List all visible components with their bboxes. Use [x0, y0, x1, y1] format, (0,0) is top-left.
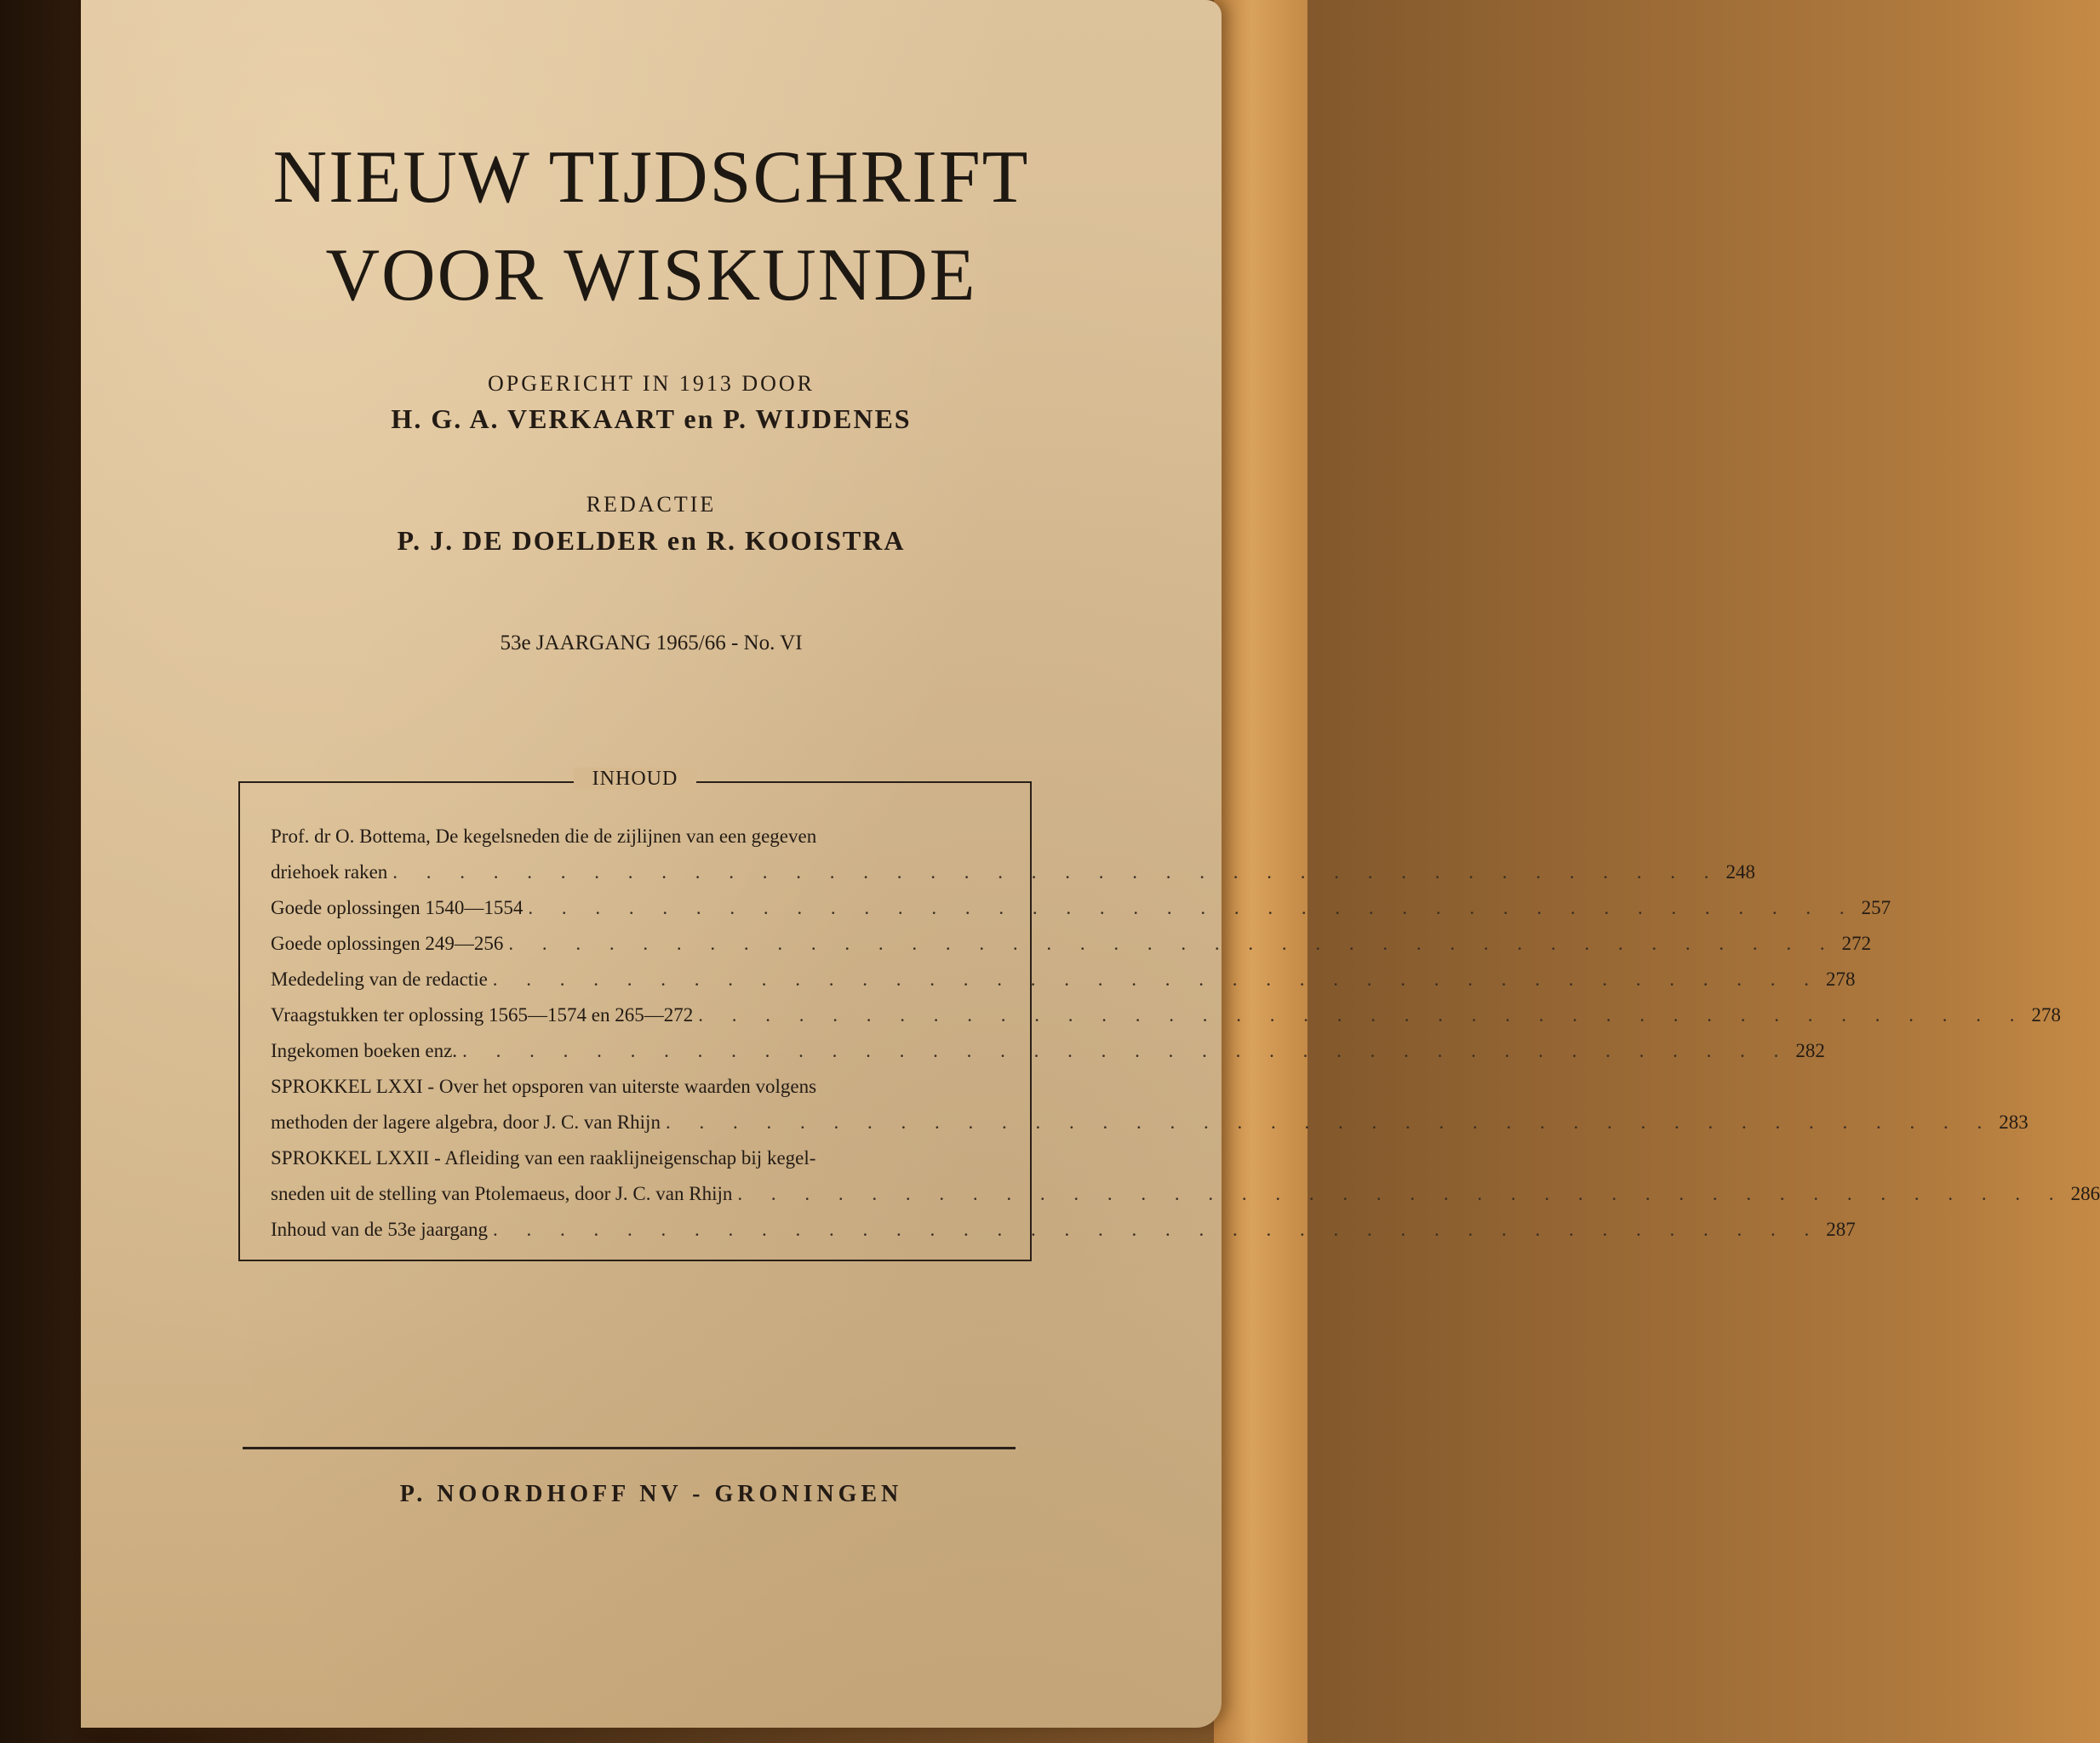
toc-page-number: 272 — [1841, 933, 1872, 954]
toc-line — [271, 1105, 2028, 1140]
toc-page-number: 287 — [1826, 1219, 1856, 1240]
toc-entry-title: Ingekomen boeken enz. — [271, 1040, 458, 1061]
toc-entry-title: methoden der lagere algebra, door J. C. van Rhijn — [271, 1112, 661, 1133]
toc-line — [271, 997, 2062, 1033]
toc-line — [271, 1176, 2100, 1212]
editors: P. J. DE DOELDER en R. KOOISTRA — [397, 525, 906, 556]
toc-line — [271, 1140, 1003, 1176]
toc-leader-dots: . . . . . . . . . . . . . . . . . . . . . . . . . . . . . . . . . . . . . . . . — [665, 1112, 1994, 1133]
toc-page-number: 283 — [1999, 1112, 2028, 1133]
toc-line — [271, 926, 1872, 962]
toc-entry — [271, 962, 1856, 997]
divider-rule — [243, 1447, 1016, 1449]
toc-line — [271, 890, 1891, 926]
toc-entry-title: Inhoud van de 53e jaargang — [271, 1219, 489, 1240]
toc-line — [271, 819, 1003, 854]
toc-entry-title: Prof. dr O. Bottema, De kegelsneden die de zijlijnen van een gegeven — [271, 826, 817, 847]
toc-entry — [271, 890, 1891, 926]
toc-leader-dots: . . . . . . . . . . . . . . . . . . . . . . . . . . . . . . . . . . . . . . . . — [528, 897, 1857, 918]
toc-leader-dots: . . . . . . . . . . . . . . . . . . . . . . . . . . . . . . . . . . . . . . . . — [493, 1219, 1822, 1240]
toc-leader-dots: . . . . . . . . . . . . . . . . . . . . . . . . . . . . . . . . . . . . . . . . — [737, 1183, 2066, 1204]
table-of-contents — [238, 768, 2100, 1261]
toc-page-number: 257 — [1861, 897, 1891, 918]
toc-leader-dots: . . . . . . . . . . . . . . . . . . . . . . . . . . . . . . . . . . . . . . . . — [462, 1040, 1791, 1061]
toc-line — [271, 1033, 1825, 1069]
toc-entry — [271, 1212, 1856, 1248]
toc-page-number: 248 — [1725, 861, 1756, 883]
journal-title-line-2: VOOR WISKUNDE — [325, 234, 977, 317]
toc-leader-dots: . . . . . . . . . . . . . . . . . . . . . . . . . . . . . . . . . . . . . . . . — [698, 1004, 2027, 1026]
toc-entry — [271, 1033, 1825, 1069]
toc-page-number: 286 — [2070, 1183, 2100, 1204]
toc-entry-title: Vraagstukken ter oplossing 1565—1574 en 265—272 — [271, 1004, 694, 1026]
toc-line — [271, 1212, 1856, 1248]
toc-leader-dots: . . . . . . . . . . . . . . . . . . . . . . . . . . . . . . . . . . . . . . . . — [392, 861, 1721, 883]
toc-page-number: 282 — [1795, 1040, 1825, 1061]
toc-entry-title: sneden uit de stelling van Ptolemaeus, door J. C. van Rhijn — [271, 1183, 733, 1204]
founders: H. G. A. VERKAART en P. WIJDENES — [391, 403, 912, 434]
toc-entry-title: Goede oplossingen 249—256 — [271, 933, 504, 954]
toc-heading: INHOUD — [574, 768, 697, 790]
toc-leader-dots: . . . . . . . . . . . . . . . . . . . . . . . . . . . . . . . . . . . . . . . . — [492, 969, 1822, 990]
toc-page-number: 278 — [2031, 1004, 2062, 1026]
toc-page-number: 278 — [1826, 969, 1856, 990]
toc-entry — [271, 1140, 2100, 1212]
toc-list — [271, 819, 2100, 1248]
toc-entry-title: Goede oplossingen 1540—1554 — [271, 897, 524, 918]
toc-entry-title: SPROKKEL LXXII - Afleiding van een raaklijneigenschap bij kegel- — [271, 1147, 816, 1169]
toc-entry-title: SPROKKEL LXXI - Over het opsporen van uiterste waarden volgens — [271, 1076, 817, 1097]
toc-heading-wrap — [240, 768, 1030, 791]
toc-entry — [271, 819, 1756, 890]
toc-entry-title: driehoek raken — [271, 861, 388, 883]
volume-issue: 53e JAARGANG 1965/66 - No. VI — [500, 631, 803, 654]
toc-leader-dots: . . . . . . . . . . . . . . . . . . . . . . . . . . . . . . . . . . . . . . . . — [508, 933, 1837, 954]
toc-entry-title: Mededeling van de redactie — [271, 969, 488, 990]
toc-line — [271, 1069, 1003, 1105]
editorial-label: REDACTIE — [586, 492, 717, 517]
founded-label: OPGERICHT IN 1913 DOOR — [487, 371, 815, 396]
toc-line — [271, 854, 1756, 890]
publisher: P. NOORDHOFF NV - GRONINGEN — [399, 1481, 903, 1507]
toc-line — [271, 962, 1856, 997]
journal-title-line-1: NIEUW TIJDSCHRIFT — [272, 136, 1030, 219]
toc-entry — [271, 1069, 2028, 1140]
toc-entry — [271, 997, 2062, 1033]
journal-cover — [81, 0, 2100, 1728]
toc-entry — [271, 926, 1872, 962]
